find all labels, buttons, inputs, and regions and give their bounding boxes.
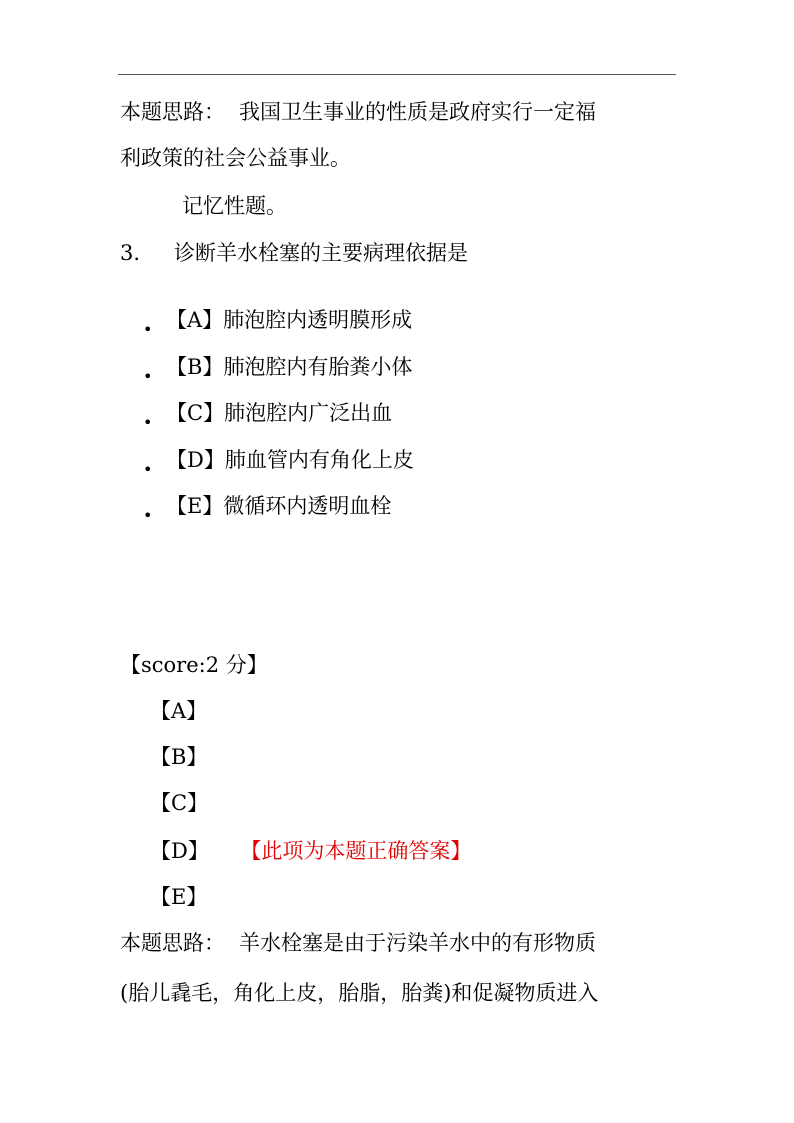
explanation-line1 [120, 933, 596, 954]
bullet-icon: • [143, 320, 153, 339]
option-text: 微循环内透明血栓 [223, 494, 392, 518]
option-key: 【B】 [166, 354, 224, 379]
answer-a [150, 701, 207, 722]
bullet-icon: • [143, 366, 153, 386]
explanation-text: 羊水栓塞是由于污染羊水中的有形物质 [239, 931, 596, 955]
bullet-icon: • [143, 413, 153, 432]
prev-explanation-label: 本题思路： [120, 100, 225, 124]
answer-key: 【B】 [150, 745, 208, 769]
answer-key: 【D】 [150, 839, 209, 863]
option-text: 肺泡腔内透明膜形成 [223, 308, 413, 332]
option-b[interactable] [140, 352, 414, 399]
bullet-icon: • [143, 459, 153, 479]
option-text: 肺泡腔内有胎粪小体 [223, 354, 413, 379]
option-a[interactable] [140, 305, 414, 352]
option-e[interactable] [140, 491, 414, 538]
bullet-icon: • [143, 506, 153, 525]
option-text: 肺泡腔内广泛出血 [224, 401, 393, 425]
question-number: 3. [120, 241, 141, 265]
answer-b [150, 747, 207, 768]
prev-explanation-note: 记忆性题。 [182, 194, 287, 218]
explanation-line2: (胎儿毳毛，角化上皮，胎脂，胎粪)和促凝物质进入 [120, 981, 599, 1005]
question-stem [120, 243, 468, 264]
answer-key: 【A】 [150, 699, 208, 723]
option-key: 【C】 [166, 401, 225, 425]
answer-e [150, 887, 207, 908]
option-list [140, 305, 414, 538]
option-key: 【A】 [166, 308, 224, 332]
explanation-label: 本题思路： [120, 931, 225, 955]
header-rule [118, 74, 676, 75]
prev-explanation-text: 我国卫生事业的性质是政府实行一定福 [239, 100, 596, 124]
correct-answer-marker: 【此项为本题正确答案】 [250, 839, 472, 863]
score-label: 【score:2 分】 [120, 653, 268, 677]
prev-explanation-line1 [120, 102, 596, 123]
option-c[interactable] [140, 398, 414, 445]
option-text: 肺血管内有角化上皮 [224, 447, 414, 472]
answer-c [150, 793, 208, 814]
answer-d [150, 841, 471, 862]
option-key: 【E】 [166, 494, 224, 518]
question-text: 诊断羊水栓塞的主要病理依据是 [174, 241, 469, 265]
answer-key: 【C】 [150, 791, 209, 815]
prev-explanation-line2: 利政策的社会公益事业。 [120, 146, 351, 170]
option-key: 【D】 [166, 447, 225, 472]
answer-key: 【E】 [150, 885, 208, 909]
option-d[interactable] [140, 445, 414, 492]
